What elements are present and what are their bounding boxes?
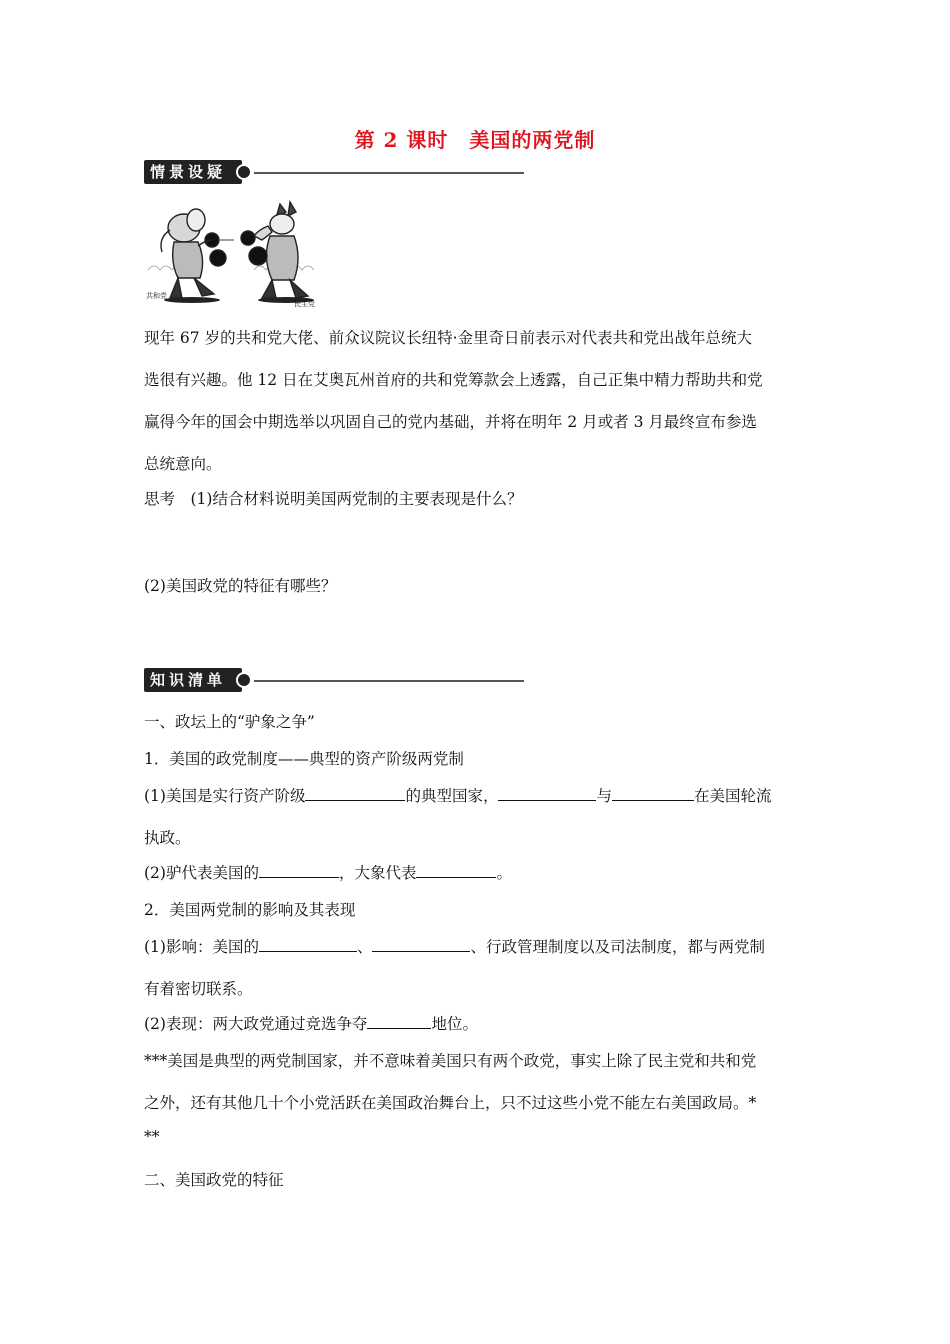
section-divider	[254, 680, 524, 682]
fill-in-item-1	[144, 784, 808, 806]
donkey-elephant-cartoon	[144, 200, 326, 308]
text-fragment: (1)美国是实行资产阶级	[144, 787, 306, 805]
fill-in-item-3	[144, 935, 808, 957]
note-line: **	[144, 1128, 160, 1146]
fill-in-item-4	[144, 1012, 808, 1034]
text-fragment: 与	[596, 787, 612, 805]
cartoon-label-right: 民主党	[294, 300, 315, 308]
answer-blank[interactable]	[612, 784, 694, 801]
answer-blank[interactable]	[259, 935, 357, 952]
cartoon-label-left: 共和党	[146, 292, 167, 300]
answer-blank[interactable]	[259, 861, 339, 878]
answer-blank[interactable]	[416, 861, 496, 878]
text-fragment: (2)表现：两大政党通过竞选争夺	[144, 1015, 368, 1033]
subheading-2: 2．美国两党制的影响及其表现	[144, 901, 356, 919]
answer-blank[interactable]	[305, 784, 405, 801]
section-header-scenario	[144, 160, 524, 184]
text-fragment: ，大象代表	[338, 864, 417, 882]
section-tag-label: 知识清单	[144, 668, 242, 692]
think-question-2: (2)美国政党的特征有哪些？	[144, 577, 337, 595]
text-fragment: 的典型国家，	[405, 787, 499, 805]
note-line: ***美国是典型的两党制国家，并不意味着美国只有两个政党，事实上除了民主党和共和党	[144, 1052, 757, 1070]
subheading-1: 1．美国的政党制度——典型的资产阶级两党制	[144, 750, 464, 768]
text-fragment: 、	[356, 938, 373, 956]
section-tag-label: 情景设疑	[144, 160, 242, 184]
text-fragment: 、行政管理制度以及司法制度，都与两党制	[470, 938, 765, 956]
section-header-knowledge	[144, 668, 524, 692]
text-fragment: 地位。	[431, 1015, 478, 1033]
passage-line: 现年 67 岁的共和党大佬、前众议院议长纽特·金里奇日前表示对代表共和党出战年总统大	[144, 329, 753, 347]
passage-line: 总统意向。	[144, 455, 222, 473]
bullet-dot-icon	[236, 164, 252, 180]
text-fragment: 。	[496, 864, 512, 882]
lesson-title: 第 2 课时 美国的两党制	[354, 128, 596, 152]
answer-blank[interactable]	[372, 935, 470, 952]
fill-in-item-2	[144, 861, 808, 883]
note-line: 之外，还有其他几十个小党活跃在美国政治舞台上，只不过这些小党不能左右美国政局。*	[144, 1094, 757, 1112]
section-divider	[254, 172, 524, 174]
think-question-1: 思考 (1)结合材料说明美国两党制的主要表现是什么？	[144, 490, 523, 508]
heading-one: 一、政坛上的“驴象之争”	[144, 713, 315, 731]
text-fragment: (2)驴代表美国的	[144, 864, 259, 882]
fill-in-item-3-cont: 有着密切联系。	[144, 980, 253, 998]
passage-line: 选很有兴趣。他 12 日在艾奥瓦州首府的共和党筹款会上透露，自己正集中精力帮助共和党	[144, 371, 763, 389]
text-fragment: (1)影响：美国的	[144, 938, 259, 956]
heading-two: 二、美国政党的特征	[144, 1171, 284, 1189]
answer-blank[interactable]	[367, 1012, 431, 1029]
fill-in-item-1-cont: 执政。	[144, 829, 191, 847]
bullet-dot-icon	[236, 672, 252, 688]
passage-line: 赢得今年的国会中期选举以巩固自己的党内基础，并将在明年 2 月或者 3 月最终宣布参选	[144, 413, 757, 431]
text-fragment: 在美国轮流	[694, 787, 772, 805]
answer-blank[interactable]	[498, 784, 596, 801]
